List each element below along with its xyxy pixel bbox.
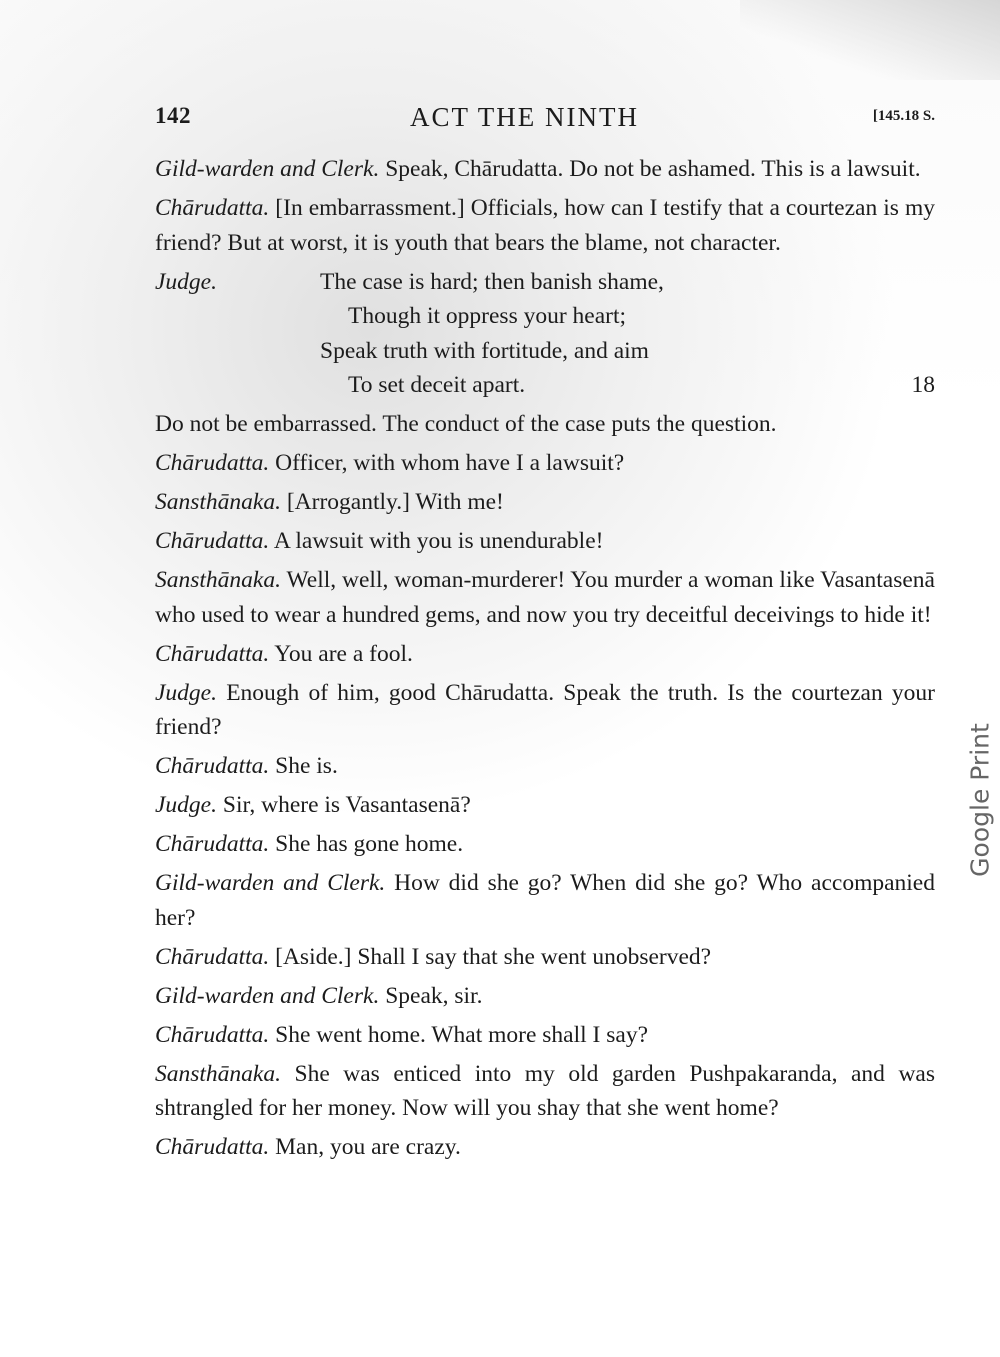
dialogue-paragraph [155, 676, 935, 745]
dialogue-paragraph [155, 1018, 935, 1053]
verse-number: 18 [911, 372, 935, 398]
dialogue-paragraph [155, 940, 935, 975]
speaker-name: Chārudatta. [155, 528, 270, 554]
speaker-name: Chārudatta. [155, 640, 270, 667]
speaker-name: Gild-warden and Clerk. [155, 156, 380, 182]
speaker-name: Chārudatta. [155, 753, 270, 779]
dialogue-paragraph [155, 152, 935, 187]
speaker-name: Chārudatta. [155, 1021, 270, 1048]
dialogue-paragraph [155, 524, 935, 559]
dialogue-paragraph [155, 827, 935, 862]
dialogue-paragraph [155, 446, 935, 481]
speaker-name: Judge. [155, 679, 217, 706]
speaker-name: Chārudatta. [155, 831, 270, 857]
dialogue-paragraph [155, 979, 935, 1014]
speaker-name: Sansthānaka. [155, 489, 281, 515]
dialogue-paragraph [155, 407, 935, 442]
page-number: 142 [155, 103, 191, 128]
speaker-name: Sansthānaka. [155, 567, 281, 593]
dialogue-text: How did she go? When did she go? Who accompanied her? [155, 870, 935, 931]
speaker-name: Sansthānaka. [155, 1060, 281, 1087]
dialogue-text: Do not be embarrassed. The conduct of the case puts the question. [155, 411, 777, 437]
dialogue-text: Man, you are crazy. [269, 1134, 461, 1160]
dialogue-text: [In embarrassment.] Officials, how can I testify that a courtezan is my friend? But at worst, it is youth that bears the blame, not character. [155, 195, 935, 256]
dialogue-text: Well, well, woman-murderer! You murder a woman like Vasantasenā who used to wear a hundred gems, and now you try deceitful deceivings to hide it! [155, 567, 935, 628]
dialogue-paragraph [155, 485, 935, 520]
dialogue-text: She was enticed into my old garden Pushpakaranda, and was shtrangled for her money. Now will you shay that she went home? [155, 1060, 935, 1121]
dialogue-paragraph [155, 637, 935, 672]
dialogue-text: Enough of him, good Chārudatta. Speak the truth. Is the courtezan your friend? [155, 679, 935, 740]
dialogue-text: You are a fool. [269, 640, 413, 667]
dialogue-text: Speak, Chārudatta. Do not be ashamed. This is a lawsuit. [379, 156, 921, 182]
speaker-name: Judge. [155, 792, 217, 818]
dialogue-paragraph [155, 1130, 935, 1165]
verse-line: Though it oppress your heart; [348, 303, 627, 329]
dialogue-text: She has gone home. [269, 831, 464, 857]
speaker-name: Chārudatta. [155, 1134, 270, 1160]
speaker-name: Chārudatta. [155, 450, 270, 476]
verse-speaker: Judge. [155, 268, 217, 295]
paragraphs-after-verse [155, 407, 935, 1165]
dialogue-paragraph [155, 563, 935, 632]
dialogue-paragraph [155, 1057, 935, 1126]
page-header [155, 103, 935, 137]
scan-shadow [740, 0, 1000, 80]
verse-line: To set deceit apart. [348, 372, 526, 398]
verse-line: Speak truth with fortitude, and aim [320, 337, 649, 364]
dialogue-text: Sir, where is Vasantasenā? [217, 792, 471, 818]
page-reference: [145.18 S. [872, 108, 935, 124]
speaker-name: Gild-warden and Clerk. [155, 870, 386, 896]
dialogue-text: A lawsuit with you is unendurable! [269, 528, 604, 554]
verse-line: The case is hard; then banish shame, [320, 268, 664, 295]
dialogue-paragraph [155, 191, 935, 260]
speaker-name: Chārudatta. [155, 943, 270, 970]
speaker-name: Gild-warden and Clerk. [155, 982, 380, 1009]
dialogue-text: [Arrogantly.] With me! [280, 489, 504, 515]
dialogue-text: She is. [269, 753, 338, 779]
verse-block [155, 265, 935, 403]
dialogue-text: She went home. What more shall I say? [269, 1021, 648, 1048]
dialogue-paragraph [155, 866, 935, 935]
dialogue-text: [Aside.] Shall I say that she went unobserved? [269, 943, 712, 970]
dialogue-paragraph [155, 749, 935, 784]
running-head: ACT THE NINTH [410, 102, 639, 132]
dialogue-text: Officer, with whom have I a lawsuit? [269, 450, 625, 476]
google-print-watermark: Google Print [965, 723, 995, 877]
paragraphs-before-verse [155, 152, 935, 260]
dialogue-paragraph [155, 788, 935, 823]
dialogue-text: Speak, sir. [379, 982, 483, 1009]
speaker-name: Chārudatta. [155, 195, 270, 221]
page-text [155, 152, 935, 1169]
